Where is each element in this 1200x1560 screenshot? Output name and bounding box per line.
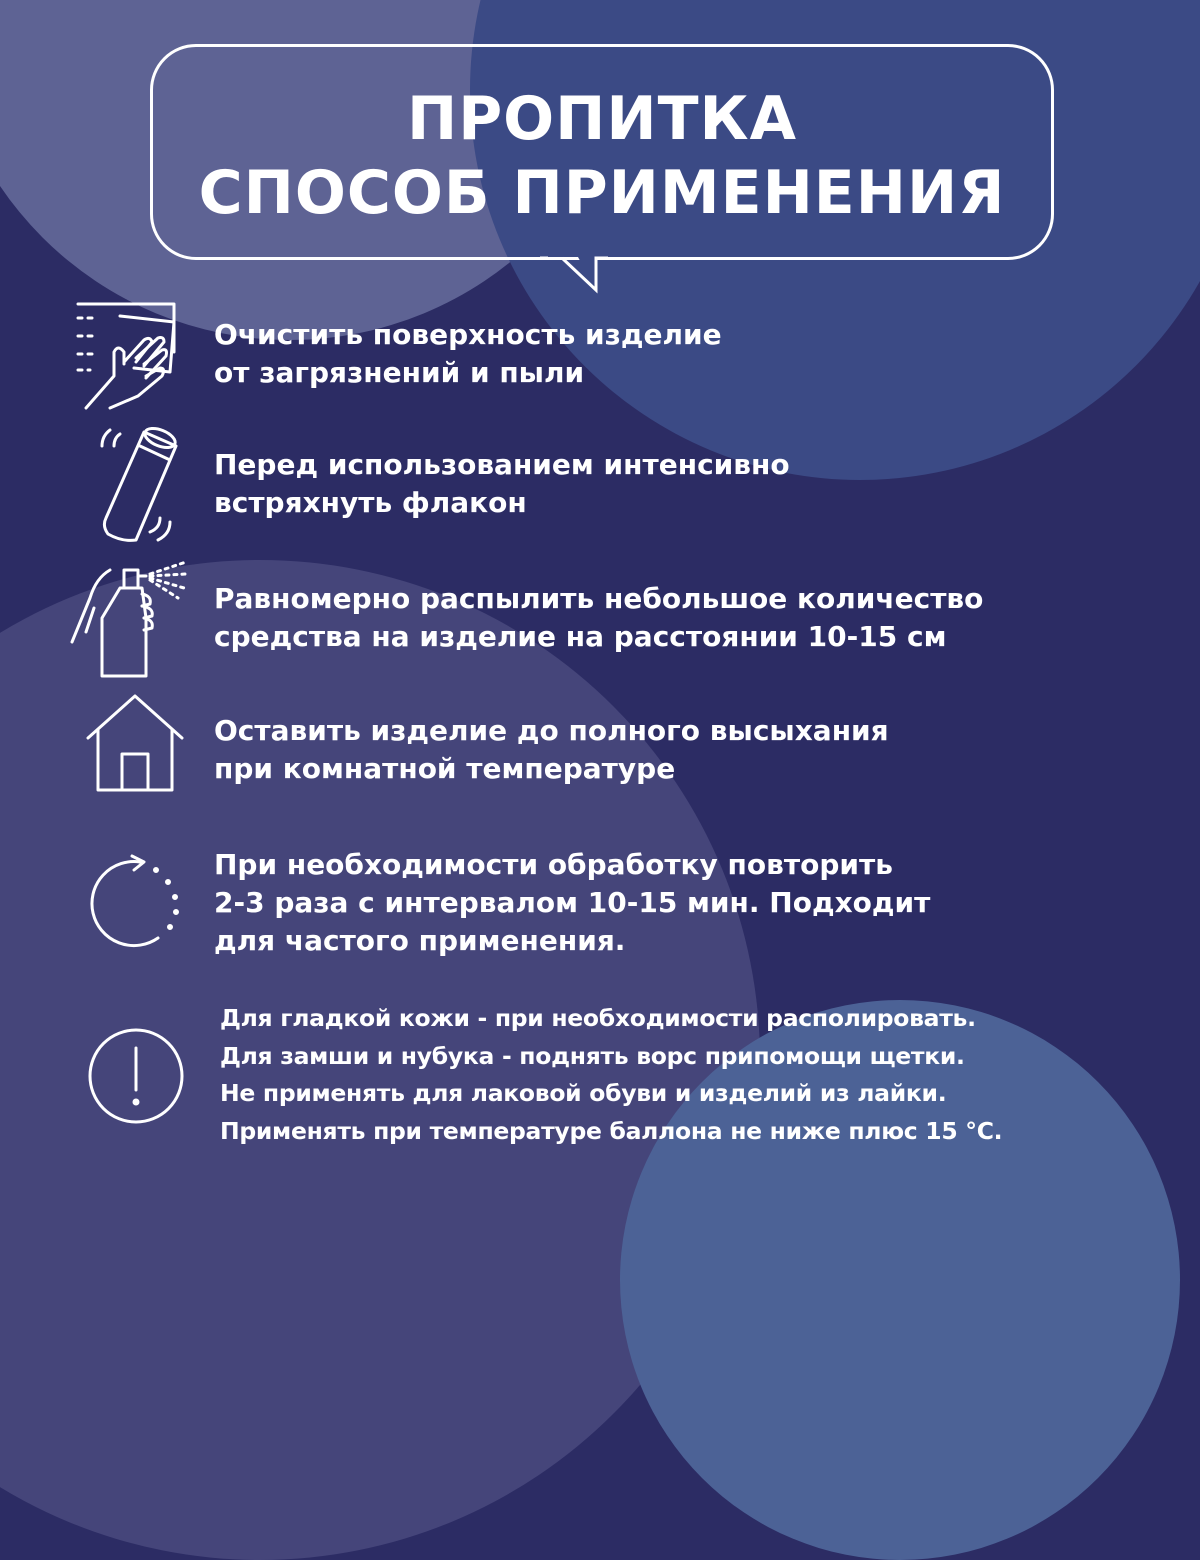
note-line: Применять при температуре баллона не ниже плюс 15 °С. bbox=[220, 1116, 1003, 1145]
step-text-line: При необходимости обработку повторить bbox=[214, 848, 893, 881]
step-text-line: при комнатной температуре bbox=[214, 752, 676, 785]
house-icon bbox=[84, 692, 186, 794]
spray-hand-icon bbox=[66, 558, 190, 682]
step-text-line: Перед использованием интенсивно bbox=[214, 448, 790, 481]
page-title bbox=[150, 82, 1054, 230]
step-instruction bbox=[214, 316, 722, 392]
note-line: Для замши и нубука - поднять ворс припомощи щетки. bbox=[220, 1041, 965, 1070]
step-text-line: Очистить поверхность изделие bbox=[214, 318, 722, 351]
repeat-circle-icon bbox=[82, 852, 186, 956]
step-text-line: Оставить изделие до полного высыхания bbox=[214, 714, 889, 747]
usage-note bbox=[220, 1000, 1002, 1150]
step-text-line: для частого применения. bbox=[214, 924, 626, 957]
note-line: Не применять для лаковой обуви и изделий из лайки. bbox=[220, 1079, 947, 1107]
title-line: ПРОПИТКА bbox=[406, 84, 798, 154]
note-line: Для гладкой кожи - при необходимости располировать. bbox=[220, 1004, 976, 1032]
speech-bubble-tail bbox=[540, 254, 620, 294]
step-text-line: встряхнуть флакон bbox=[214, 486, 527, 519]
step-text-line: Равномерно распылить небольшое количество bbox=[214, 582, 984, 615]
shaking-bottle-icon bbox=[80, 424, 184, 548]
step-text-line: 2-3 раза с интервалом 10-15 мин. Подходит bbox=[214, 886, 931, 919]
title-line: СПОСОБ ПРИМЕНЕНИЯ bbox=[198, 158, 1006, 228]
exclamation-icon bbox=[86, 1026, 186, 1126]
step-instruction bbox=[214, 712, 889, 788]
step-instruction bbox=[214, 446, 790, 522]
wiping-hand-icon bbox=[74, 296, 192, 414]
step-text-line: от загрязнений и пыли bbox=[214, 356, 585, 389]
step-instruction bbox=[214, 580, 983, 656]
step-text-line: средства на изделие на расстоянии 10-15 см bbox=[214, 620, 947, 653]
step-instruction bbox=[214, 846, 930, 960]
